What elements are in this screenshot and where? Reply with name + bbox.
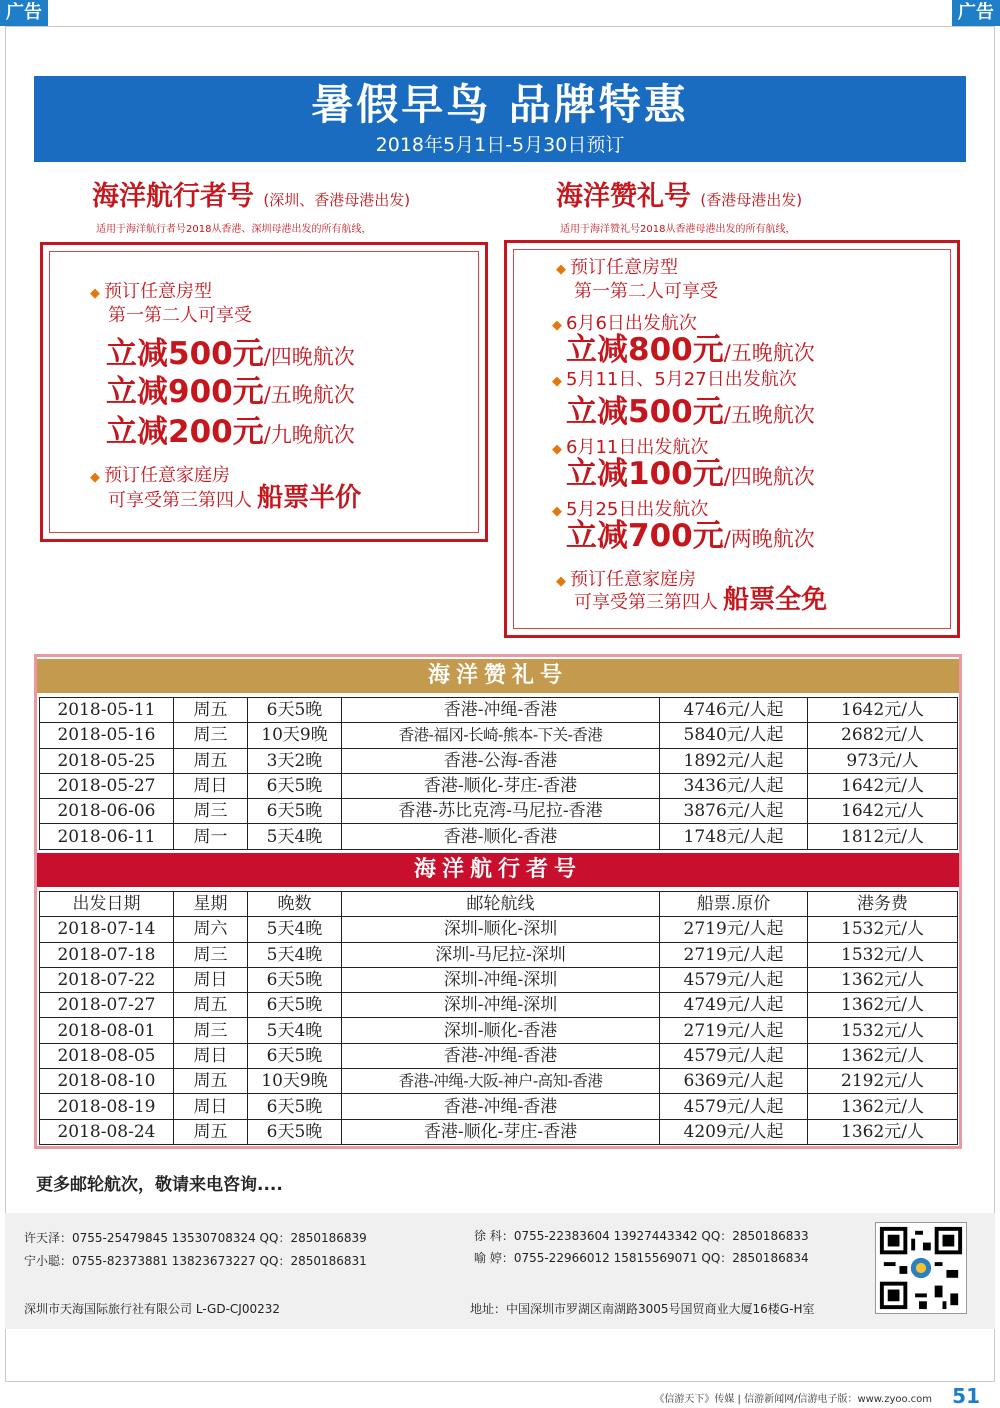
diamond-icon: ◆ bbox=[552, 504, 562, 519]
table-cell: 1532元/人 bbox=[808, 942, 958, 967]
table-cell: 周五 bbox=[174, 1069, 248, 1094]
table-cell: 1892元/人起 bbox=[660, 748, 808, 773]
table-cell: 2018-08-01 bbox=[40, 1018, 174, 1043]
table-cell: 香港-福冈-长崎-熊本-下关-香港 bbox=[342, 723, 660, 748]
navigator-deal-1: 立减500元/四晚航次 bbox=[106, 336, 355, 372]
table-cell: 香港-苏比克湾-马尼拉-香港 bbox=[342, 799, 660, 824]
table-cell: 4579元/人起 bbox=[660, 967, 808, 992]
table-cell: 2719元/人起 bbox=[660, 1018, 808, 1043]
column-header: 港务费 bbox=[808, 892, 958, 917]
ad-tag-left: 广告 bbox=[0, 0, 48, 26]
navigator-ports: (深圳、香港母港出发) bbox=[263, 191, 411, 209]
ovation-cond-3: ◆ 6月11日出发航次 bbox=[552, 437, 709, 458]
table-cell: 1748元/人起 bbox=[660, 824, 808, 849]
table-row bbox=[40, 1119, 958, 1144]
table-row bbox=[40, 1043, 958, 1068]
table-cell: 1532元/人 bbox=[808, 917, 958, 942]
navigator-note: 适用于海洋航行者号2018从香港、深圳母港出发的所有航线， bbox=[96, 224, 372, 235]
column-header: 邮轮航线 bbox=[342, 892, 660, 917]
ovation-line-2: 第一第二人可享受 bbox=[574, 281, 718, 302]
ovation-cond-2: ◆ 5月11日、5月27日出发航次 bbox=[552, 369, 797, 390]
diamond-icon: ◆ bbox=[90, 286, 100, 301]
ovation-name: 海洋赞礼号 bbox=[556, 181, 691, 212]
navigator-family-1: ◆ 预订任意家庭房 bbox=[90, 465, 230, 486]
table-cell: 周日 bbox=[174, 773, 248, 798]
table-cell: 周五 bbox=[174, 698, 248, 723]
table-cell: 1532元/人 bbox=[808, 1018, 958, 1043]
contact-1: 许天泽：0755-25479845 13530708324 QQ：2850186839 bbox=[24, 1231, 367, 1245]
table-cell: 香港-冲绳-香港 bbox=[342, 698, 660, 723]
table-cell: 973元/人 bbox=[808, 748, 958, 773]
table-cell: 5天4晚 bbox=[248, 917, 342, 942]
table-row bbox=[40, 773, 958, 798]
table-cell: 2018-07-27 bbox=[40, 993, 174, 1018]
ovation-table-heading: 海洋赞礼号 bbox=[37, 659, 959, 693]
table-cell: 周日 bbox=[174, 1043, 248, 1068]
table-cell: 周五 bbox=[174, 1119, 248, 1144]
table-cell: 4579元/人起 bbox=[660, 1094, 808, 1119]
publication-footer: 《信游天下》传媒 | 信游新闻网/信游电子版：www.zyoo.com bbox=[654, 1394, 932, 1405]
navigator-table-heading: 海洋航行者号 bbox=[37, 853, 959, 887]
diamond-icon: ◆ bbox=[552, 374, 562, 389]
table-cell: 香港-冲绳-大阪-神户-高知-香港 bbox=[342, 1069, 660, 1094]
navigator-line-1: ◆ 预订任意房型 bbox=[90, 281, 212, 302]
navigator-line-2: 第一第二人可享受 bbox=[108, 305, 252, 326]
diamond-icon: ◆ bbox=[556, 262, 566, 277]
table-cell: 香港-公海-香港 bbox=[342, 748, 660, 773]
table-cell: 3天2晚 bbox=[248, 748, 342, 773]
page-number: 51 bbox=[952, 1384, 980, 1408]
table-cell: 周六 bbox=[174, 917, 248, 942]
table-cell: 2018-05-25 bbox=[40, 748, 174, 773]
table-row bbox=[40, 698, 958, 723]
ovation-family-2: 可享受第三第四人 船票全免 bbox=[574, 585, 828, 615]
table-cell: 香港-顺化-芽庄-香港 bbox=[342, 773, 660, 798]
ovation-deal-4: 立减700元/两晚航次 bbox=[566, 518, 815, 554]
table-cell: 周三 bbox=[174, 799, 248, 824]
table-cell: 2018-08-19 bbox=[40, 1094, 174, 1119]
table-cell: 香港-冲绳-香港 bbox=[342, 1094, 660, 1119]
table-cell: 5天4晚 bbox=[248, 824, 342, 849]
diamond-icon: ◆ bbox=[90, 470, 100, 485]
ovation-deal-2: 立减500元/五晚航次 bbox=[566, 394, 815, 430]
table-cell: 深圳-马尼拉-深圳 bbox=[342, 942, 660, 967]
table-cell: 周三 bbox=[174, 723, 248, 748]
ovation-ports: (香港母港出发) bbox=[700, 191, 803, 209]
table-cell: 2018-05-16 bbox=[40, 723, 174, 748]
ovation-title bbox=[556, 180, 802, 217]
table-row bbox=[40, 942, 958, 967]
table-cell: 周三 bbox=[174, 1018, 248, 1043]
contact-3: 徐 科：0755-22383604 13927443342 QQ：2850186833 bbox=[474, 1229, 809, 1243]
table-cell: 1362元/人 bbox=[808, 967, 958, 992]
diamond-icon: ◆ bbox=[552, 318, 562, 333]
column-header: 星期 bbox=[174, 892, 248, 917]
table-cell: 周五 bbox=[174, 748, 248, 773]
table-cell: 6天5晚 bbox=[248, 1119, 342, 1144]
table-cell: 周日 bbox=[174, 967, 248, 992]
ovation-schedule-table bbox=[39, 697, 958, 850]
ovation-cond-1: ◆ 6月6日出发航次 bbox=[552, 313, 697, 334]
table-cell: 4579元/人起 bbox=[660, 1043, 808, 1068]
table-cell: 1362元/人 bbox=[808, 993, 958, 1018]
qr-code-icon bbox=[875, 1222, 967, 1314]
table-cell: 10天9晚 bbox=[248, 1069, 342, 1094]
table-cell: 5天4晚 bbox=[248, 1018, 342, 1043]
table-cell: 深圳-冲绳-深圳 bbox=[342, 993, 660, 1018]
table-cell: 2018-06-11 bbox=[40, 824, 174, 849]
table-cell: 香港-顺化-芽庄-香港 bbox=[342, 1119, 660, 1144]
navigator-name: 海洋航行者号 bbox=[92, 181, 254, 212]
ovation-note: 适用于海洋赞礼号2018从香港母港出发的所有航线， bbox=[560, 224, 796, 235]
table-cell: 1362元/人 bbox=[808, 1094, 958, 1119]
table-cell: 深圳-冲绳-深圳 bbox=[342, 967, 660, 992]
table-cell: 6天5晚 bbox=[248, 773, 342, 798]
promo-banner bbox=[34, 76, 966, 162]
table-cell: 周五 bbox=[174, 993, 248, 1018]
table-row bbox=[40, 1018, 958, 1043]
more-sailings-note: 更多邮轮航次，敬请来电咨询.... bbox=[36, 1175, 283, 1195]
table-cell: 4746元/人起 bbox=[660, 698, 808, 723]
table-cell: 1642元/人 bbox=[808, 773, 958, 798]
navigator-deal-3: 立减200元/九晚航次 bbox=[106, 414, 355, 450]
table-cell: 2018-07-18 bbox=[40, 942, 174, 967]
table-cell: 香港-冲绳-香港 bbox=[342, 1043, 660, 1068]
ovation-cond-4: ◆ 5月25日出发航次 bbox=[552, 499, 709, 520]
table-row bbox=[40, 824, 958, 849]
table-cell: 2682元/人 bbox=[808, 723, 958, 748]
table-cell: 6天5晚 bbox=[248, 1043, 342, 1068]
table-cell: 香港-顺化-香港 bbox=[342, 824, 660, 849]
table-row bbox=[40, 1069, 958, 1094]
table-cell: 2018-08-05 bbox=[40, 1043, 174, 1068]
table-cell: 6天5晚 bbox=[248, 799, 342, 824]
ovation-deal-1: 立减800元/五晚航次 bbox=[566, 332, 815, 368]
table-cell: 2018-06-06 bbox=[40, 799, 174, 824]
contact-4: 喻 婷：0755-22966012 15815569071 QQ：2850186834 bbox=[474, 1251, 809, 1265]
table-cell: 5天4晚 bbox=[248, 942, 342, 967]
table-cell: 1362元/人 bbox=[808, 1119, 958, 1144]
table-cell: 2018-07-14 bbox=[40, 917, 174, 942]
ad-tag-right: 广告 bbox=[952, 0, 1000, 26]
table-cell: 周一 bbox=[174, 824, 248, 849]
table-cell: 4209元/人起 bbox=[660, 1119, 808, 1144]
table-cell: 2018-08-24 bbox=[40, 1119, 174, 1144]
table-cell: 4749元/人起 bbox=[660, 993, 808, 1018]
table-row bbox=[40, 967, 958, 992]
table-cell: 10天9晚 bbox=[248, 723, 342, 748]
diamond-icon: ◆ bbox=[552, 442, 562, 457]
table-cell: 1642元/人 bbox=[808, 698, 958, 723]
table-cell: 1812元/人 bbox=[808, 824, 958, 849]
table-cell: 3436元/人起 bbox=[660, 773, 808, 798]
table-cell: 6天5晚 bbox=[248, 993, 342, 1018]
ovation-line-1: ◆ 预订任意房型 bbox=[556, 257, 678, 278]
table-row bbox=[40, 917, 958, 942]
table-row bbox=[40, 799, 958, 824]
column-header: 晚数 bbox=[248, 892, 342, 917]
table-cell: 周日 bbox=[174, 1094, 248, 1119]
table-cell: 周三 bbox=[174, 942, 248, 967]
table-cell: 5840元/人起 bbox=[660, 723, 808, 748]
table-cell: 2192元/人 bbox=[808, 1069, 958, 1094]
company-address: 地址：中国深圳市罗湖区南湖路3005号国贸商业大厦16楼G-H室 bbox=[470, 1302, 815, 1316]
diamond-icon: ◆ bbox=[556, 574, 566, 589]
table-cell: 深圳-顺化-香港 bbox=[342, 1018, 660, 1043]
table-row bbox=[40, 1094, 958, 1119]
navigator-deal-2: 立减900元/五晚航次 bbox=[106, 374, 355, 410]
contact-2: 宁小聪：0755-82373881 13823673227 QQ：2850186831 bbox=[24, 1254, 367, 1268]
navigator-title bbox=[92, 180, 410, 217]
table-cell: 2018-05-27 bbox=[40, 773, 174, 798]
column-header: 出发日期 bbox=[40, 892, 174, 917]
banner-title: 暑假早鸟 品牌特惠 bbox=[311, 80, 689, 129]
navigator-schedule-table bbox=[39, 891, 958, 1145]
table-cell: 深圳-顺化-深圳 bbox=[342, 917, 660, 942]
ovation-family-1: ◆ 预订任意家庭房 bbox=[556, 569, 696, 590]
table-cell: 2018-05-11 bbox=[40, 698, 174, 723]
table-row bbox=[40, 993, 958, 1018]
company-license: 深圳市天海国际旅行社有限公司 L-GD-CJ00232 bbox=[24, 1302, 281, 1316]
table-row bbox=[40, 748, 958, 773]
table-cell: 6369元/人起 bbox=[660, 1069, 808, 1094]
table-cell: 1642元/人 bbox=[808, 799, 958, 824]
column-header: 船票.原价 bbox=[660, 892, 808, 917]
table-cell: 6天5晚 bbox=[248, 1094, 342, 1119]
table-cell: 6天5晚 bbox=[248, 967, 342, 992]
table-cell: 3876元/人起 bbox=[660, 799, 808, 824]
table-row bbox=[40, 723, 958, 748]
table-cell: 1362元/人 bbox=[808, 1043, 958, 1068]
table-cell: 2719元/人起 bbox=[660, 942, 808, 967]
table-cell: 2719元/人起 bbox=[660, 917, 808, 942]
table-cell: 2018-07-22 bbox=[40, 967, 174, 992]
navigator-family-2: 可享受第三第四人 船票半价 bbox=[108, 483, 362, 513]
banner-subtitle: 2018年5月1日-5月30日预订 bbox=[375, 134, 625, 156]
table-header-row bbox=[40, 892, 958, 917]
table-cell: 6天5晚 bbox=[248, 698, 342, 723]
table-cell: 2018-08-10 bbox=[40, 1069, 174, 1094]
ovation-deal-3: 立减100元/四晚航次 bbox=[566, 456, 815, 492]
schedule-section bbox=[34, 654, 962, 1149]
